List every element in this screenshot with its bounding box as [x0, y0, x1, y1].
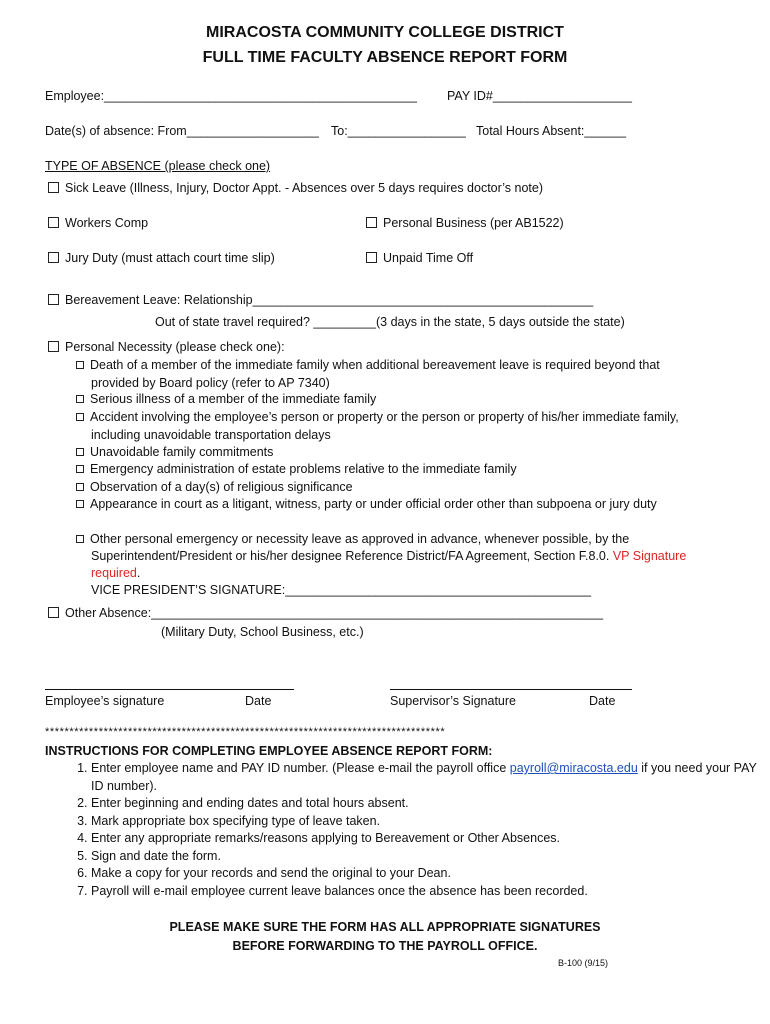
employee-signature-line[interactable]: [45, 689, 294, 690]
vp-required-period: .: [136, 566, 141, 580]
sick-leave-option[interactable]: [48, 181, 543, 195]
agreement-reference: Superintendent/President or his/her designee Reference District/FA Agreement, Section F.8.0.: [91, 549, 610, 563]
illness-checkbox[interactable]: [76, 395, 84, 403]
necessity-item-estate[interactable]: [76, 462, 517, 476]
estate-checkbox[interactable]: [76, 465, 84, 473]
vp-required-word: required: [91, 566, 137, 580]
unpaid-time-checkbox[interactable]: [366, 252, 377, 263]
necessity-item-court[interactable]: [76, 497, 657, 511]
instruction-item: 5. Sign and date the form.: [91, 848, 770, 866]
type-of-absence-heading: TYPE OF ABSENCE (please check one): [45, 159, 271, 173]
illness-label: Serious illness of a member of the immediate family: [90, 392, 377, 406]
supervisor-signature-label: Supervisor’s Signature: [390, 694, 516, 708]
personal-business-option[interactable]: [366, 216, 564, 230]
form-title-line2: FULL TIME FACULTY ABSENCE REPORT FORM: [202, 49, 568, 66]
accident-label-cont: including unavoidable transportation delays: [91, 428, 331, 442]
necessity-item-family[interactable]: [76, 445, 273, 459]
bereavement-checkbox[interactable]: [48, 294, 59, 305]
date-from-field[interactable]: Date(s) of absence: From___________________: [45, 124, 319, 138]
other-necessity-label-cont: [91, 549, 686, 563]
sick-leave-checkbox[interactable]: [48, 182, 59, 193]
estate-label: Emergency administration of estate problems relative to the immediate family: [90, 462, 517, 476]
court-checkbox[interactable]: [76, 500, 84, 508]
necessity-item-religious[interactable]: [76, 480, 353, 494]
vp-signature-field[interactable]: VICE PRESIDENT’S SIGNATURE:____________________________________________: [91, 583, 592, 597]
employee-signature-label: Employee’s signature: [45, 694, 165, 708]
workers-comp-option[interactable]: [48, 216, 148, 230]
pay-id-field[interactable]: PAY ID#____________________: [447, 89, 632, 103]
bereavement-label: Bereavement Leave: Relationship_________________________________________________: [65, 293, 594, 307]
supervisor-signature-line[interactable]: [390, 689, 632, 690]
personal-business-checkbox[interactable]: [366, 217, 377, 228]
instructions-list: [45, 760, 770, 900]
total-hours-field[interactable]: Total Hours Absent:______: [476, 124, 627, 138]
jury-duty-label: Jury Duty (must attach court time slip): [65, 251, 275, 265]
instruction-item: [91, 760, 770, 795]
other-necessity-label: Other personal emergency or necessity leave as approved in advance, whenever possible, by the: [90, 532, 630, 546]
death-label-cont: provided by Board policy (refer to AP 7340): [91, 376, 330, 390]
personal-business-label: Personal Business (per AB1522): [383, 216, 564, 230]
necessity-item-accident[interactable]: [76, 410, 679, 424]
personal-necessity-checkbox[interactable]: [48, 341, 59, 352]
jury-duty-checkbox[interactable]: [48, 252, 59, 263]
family-label: Unavoidable family commitments: [90, 445, 274, 459]
family-checkbox[interactable]: [76, 448, 84, 456]
instruction-1-text-end: if you need your PAY ID number).: [91, 761, 757, 793]
form-title-line1: MIRACOSTA COMMUNITY COLLEGE DISTRICT: [206, 24, 564, 41]
instruction-item: 7. Payroll will e-mail employee current leave balances once the absence has been recorded.: [91, 883, 770, 901]
payroll-email-link[interactable]: payroll@miracosta.edu: [509, 761, 638, 775]
religious-label: Observation of a day(s) of religious significance: [90, 480, 353, 494]
instruction-item: 4. Enter any appropriate remarks/reasons applying to Bereavement or Other Absences.: [91, 830, 770, 848]
footer-notice-line2: BEFORE FORWARDING TO THE PAYROLL OFFICE.: [232, 939, 538, 953]
separator-line: **********************************************************************************: [45, 726, 446, 738]
footer-notice-line1: PLEASE MAKE SURE THE FORM HAS ALL APPROPRIATE SIGNATURES: [169, 920, 601, 934]
sick-leave-label: Sick Leave (Illness, Injury, Doctor Appt. - Absences over 5 days requires doctor’s note): [65, 181, 544, 195]
jury-duty-option[interactable]: [48, 251, 275, 265]
instruction-item: 3. Mark appropriate box specifying type of leave taken.: [91, 813, 770, 831]
necessity-item-illness[interactable]: [76, 392, 376, 406]
form-code: B-100 (9/15): [558, 958, 609, 968]
travel-required-field[interactable]: Out of state travel required? _________(3 days in the state, 5 days outside the state): [155, 315, 625, 329]
other-absence-hint: (Military Duty, School Business, etc.): [161, 625, 364, 639]
unpaid-time-label: Unpaid Time Off: [383, 251, 474, 265]
personal-necessity-label: Personal Necessity (please check one):: [65, 340, 285, 354]
vp-required-cont: [91, 566, 140, 580]
instruction-item: 6. Make a copy for your records and send the original to your Dean.: [91, 865, 770, 883]
other-absence-option[interactable]: [48, 606, 603, 620]
instruction-item: 2. Enter beginning and ending dates and total hours absent.: [91, 795, 770, 813]
date-to-field[interactable]: To:_________________: [331, 124, 466, 138]
necessity-item-other[interactable]: [76, 532, 629, 546]
necessity-item-death[interactable]: [76, 358, 660, 372]
court-label: Appearance in court as a litigant, witness, party or under official order other than subpoena or jury duty: [90, 497, 657, 511]
vp-signature-required-note: VP Signature: [612, 549, 687, 563]
accident-label: Accident involving the employee’s person or property or the person or property of his/her immediate family,: [90, 410, 679, 424]
personal-necessity-option[interactable]: [48, 340, 285, 354]
workers-comp-label: Workers Comp: [65, 216, 149, 230]
instructions-heading: INSTRUCTIONS FOR COMPLETING EMPLOYEE ABSENCE REPORT FORM:: [45, 744, 493, 758]
other-necessity-checkbox[interactable]: [76, 535, 84, 543]
other-absence-field[interactable]: Other Absence:_________________________________________________________________: [65, 606, 604, 620]
accident-checkbox[interactable]: [76, 413, 84, 421]
instruction-1-text: Enter employee name and PAY ID number. (Please e-mail the payroll office: [91, 761, 510, 775]
religious-checkbox[interactable]: [76, 483, 84, 491]
employee-field[interactable]: Employee:_____________________________________________: [45, 89, 417, 103]
supervisor-date-label: Date: [589, 694, 616, 708]
other-absence-checkbox[interactable]: [48, 607, 59, 618]
workers-comp-checkbox[interactable]: [48, 217, 59, 228]
bereavement-option[interactable]: [48, 293, 593, 307]
unpaid-time-option[interactable]: [366, 251, 473, 265]
death-label: Death of a member of the immediate family when additional bereavement leave is required beyond that: [90, 358, 660, 372]
employee-date-label: Date: [245, 694, 272, 708]
death-checkbox[interactable]: [76, 361, 84, 369]
